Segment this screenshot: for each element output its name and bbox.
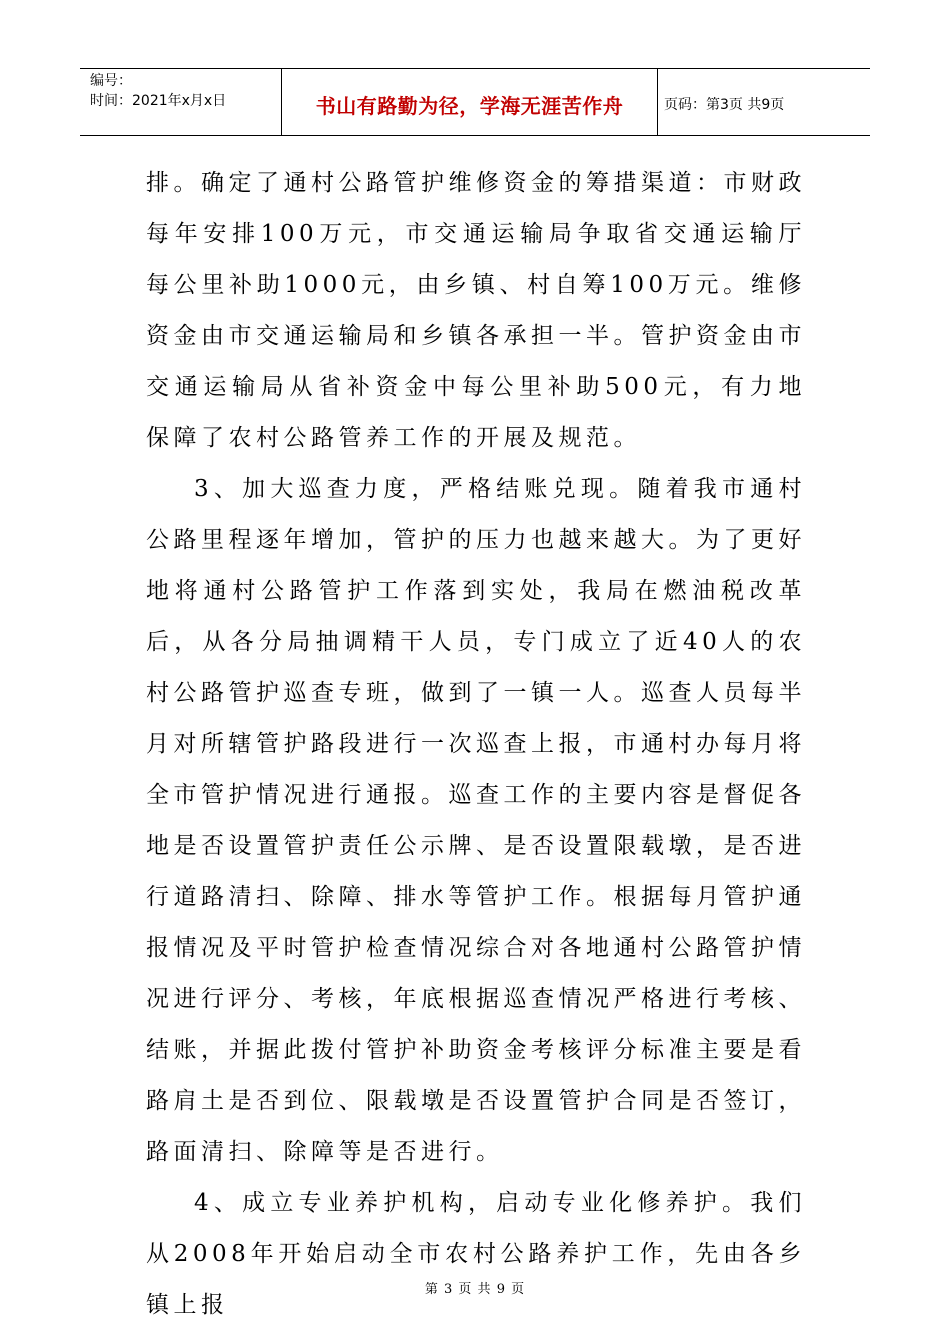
header-page-number: 页码：第3页 共9页 [664, 97, 785, 113]
paragraph-continuation: 排。确定了通村公路管护维修资金的筹措渠道：市财政每年安排100万元，市交通运输局争取省交通运输厅每公里补助1000元，由乡镇、村自筹100万元。维修资金由市交通运输局和乡镇各承担一半。管护资金由市交通运输局从省补资金中每公里补助500元，有力地保障了农村公路管养工作的开展及规范。 [146, 170, 806, 451]
document-date: 时间：2021年x月x日 [90, 93, 227, 109]
header-meta [80, 69, 282, 135]
document-body [146, 158, 806, 1331]
document-number: 编号： [90, 73, 132, 89]
document-header [80, 68, 870, 136]
paragraph-section-3: 3、加大巡查力度，严格结账兑现。随着我市通村公路里程逐年增加，管护的压力也越来越大。为了更好地将通村公路管护工作落到实处，我局在燃油税改革后，从各分局抽调精干人员，专门成立了近40人的农村公路管护巡查专班，做到了一镇一人。巡查人员每半月对所辖管护路段进行一次巡查上报，市通村办每月将全市管护情况进行通报。巡查工作的主要内容是督促各地是否设置管护责任公示牌、是否设置限载墩，是否进行道路清扫、除障、排水等管护工作。根据每月管护通报情况及平时管护检查情况综合对各地通村公路管护情况进行评分、考核，年底根据巡查情况严格进行考核、结账，并据此拨付管护补助资金考核评分标准主要是看路肩土是否到位、限载墩是否设置管护合同是否签订，路面清扫、除障等是否进行。 [146, 476, 806, 1165]
page-footer: 第 3 页 共 9 页 [424, 1282, 526, 1297]
paragraph-section-4: 4、成立专业养护机构，启动专业化修养护。我们从2008年开始启动全市农村公路养护工作，先由各乡镇上报 [146, 1190, 806, 1318]
header-motto: 书山有路勤为径，学海无涯苦作舟 [282, 69, 658, 135]
